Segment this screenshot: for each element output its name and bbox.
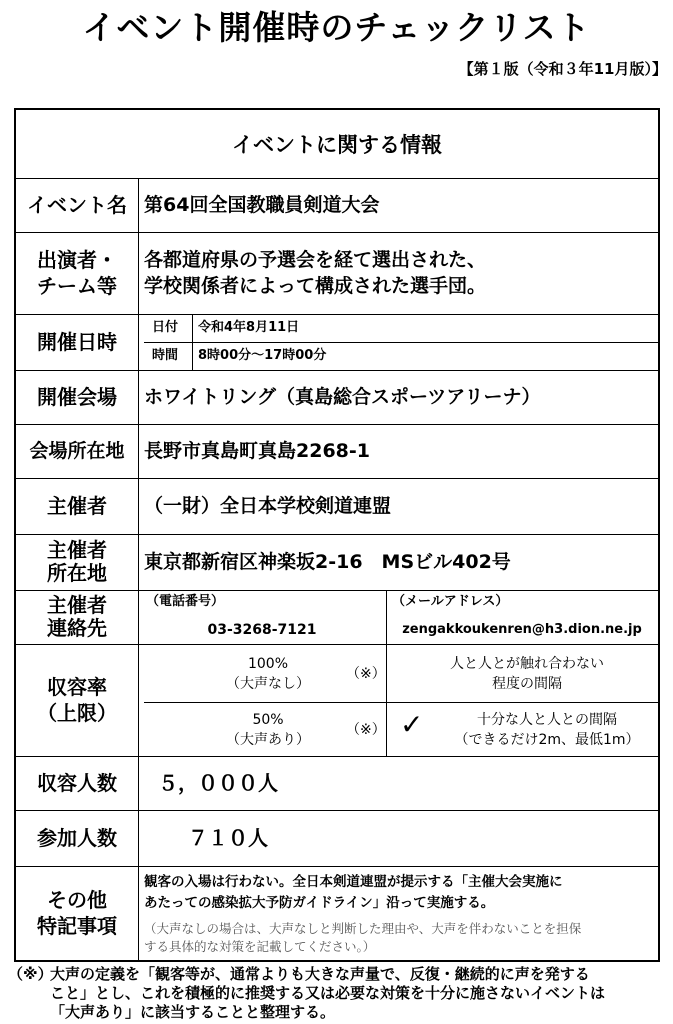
organizer-contact-label-line1: 主催者 — [47, 593, 107, 617]
option1-description — [396, 648, 658, 700]
capacity-rate-label-line2: （上限） — [37, 701, 117, 725]
notes-label — [16, 866, 138, 960]
organizer-value: （一財）全日本学校剣道連盟 — [144, 495, 392, 517]
venue-label: 開催会場 — [37, 385, 117, 409]
performers-line1: 各都道府県の予選会を経て選出された、 — [144, 249, 487, 271]
organizer-address-value: 東京都新宿区神楽坂2-16 MSビル402号 — [144, 551, 511, 573]
organizer-contact-label — [16, 590, 138, 644]
capacity-rate-label-line1: 収容率 — [47, 675, 107, 699]
organizer-contact-label-line2: 連絡先 — [47, 616, 107, 640]
organizer-label: 主催者 — [47, 494, 107, 518]
time-value: 8時00分～17時00分 — [198, 348, 327, 363]
phone-label: （電話番号） — [146, 594, 225, 609]
organizer-address-label-line2: 所在地 — [47, 561, 107, 585]
notes-label-line1: その他 — [47, 888, 107, 912]
notes-line1: 観客の入場は行わない。全日本剣道連盟が提示する「主催大会実施に — [144, 874, 563, 890]
option2-description — [436, 704, 658, 756]
footnote-line1: 大声の定義を「観客等が、通常よりも大きな声量で、反復・継続的に声を発する — [50, 965, 590, 983]
page-title: イベント開催時のチェックリスト — [82, 8, 591, 47]
column-divider — [386, 590, 387, 756]
option1-mark: （※） — [346, 666, 386, 682]
option1-desc-line1: 人と人とが触れ合わない — [450, 656, 604, 672]
venue-address-value: 長野市真島町真島2268-1 — [144, 440, 370, 462]
option2-rate — [198, 704, 338, 756]
notes-line2: あたっての感染拡大予防ガイドライン」沿って実施する。 — [144, 895, 495, 911]
option2-desc-line2: （できるだけ2m、最低1m） — [454, 732, 640, 748]
performers-label-line1: 出演者・ — [37, 248, 117, 272]
option2-desc-line1: 十分な人と人との間隔 — [477, 712, 617, 728]
performers-value — [144, 232, 654, 314]
event-info-table — [14, 108, 660, 962]
option1-rate — [198, 648, 338, 700]
capacity-rate-label — [16, 644, 138, 756]
organizer-address-label — [16, 534, 138, 590]
footnote-line2: こと」とし、これを積極的に推奨する又は必要な対策を十分に施さないイベントは — [50, 984, 606, 1002]
mail-value: zengakkoukenren@h3.dion.ne.jp — [402, 622, 642, 637]
option1-desc-line2: 程度の間隔 — [492, 676, 562, 692]
notes-hint — [144, 920, 656, 958]
capacity-label: 収容人数 — [37, 771, 117, 795]
event-name-value: 第64回全国教職員剣道大会 — [144, 194, 380, 216]
option2-pct: 50% — [252, 712, 284, 728]
notes-hint-line1: （大声なしの場合は、大声なしと判断した理由や、大声を伴わないことを担保 — [144, 921, 582, 936]
venue-value: ホワイトリング（真島総合スポーツアリーナ） — [144, 386, 541, 408]
date-value: 令和4年8月11日 — [198, 320, 300, 335]
event-name-label: イベント名 — [27, 193, 127, 217]
performers-line2: 学校関係者によって構成された選手団。 — [144, 275, 487, 297]
option2-mark: （※） — [346, 722, 386, 738]
venue-address-label: 会場所在地 — [29, 440, 125, 462]
mail-label: （メールアドレス） — [392, 594, 509, 609]
date-label: 開催日時 — [37, 330, 117, 354]
footnote-line3: 「大声あり」に該当することと整理する。 — [50, 1003, 336, 1021]
column-divider — [192, 314, 193, 370]
time-sub-label: 時間 — [151, 348, 178, 363]
column-divider — [138, 178, 139, 960]
version-label: 【第１版（令和３年11月版）】 — [458, 60, 667, 78]
option2-note: （大声あり） — [226, 732, 310, 748]
checkmark-icon: ✓ — [400, 708, 424, 741]
capacity-value: ５，０００人 — [158, 771, 278, 795]
notes-label-line2: 特記事項 — [37, 914, 117, 938]
footnote-text — [50, 965, 660, 1022]
performers-label — [16, 232, 138, 314]
table-header: イベントに関する情報 — [232, 133, 442, 157]
option1-pct: 100% — [247, 656, 289, 672]
performers-label-line2: チーム等 — [37, 274, 117, 298]
notes-value — [144, 872, 656, 916]
option1-note: （大声なし） — [226, 676, 310, 692]
organizer-address-label-line1: 主催者 — [47, 538, 107, 562]
phone-value: 03-3268-7121 — [207, 622, 317, 638]
divider — [144, 702, 658, 703]
participants-label: 参加人数 — [37, 826, 117, 850]
notes-hint-line2: する具体的な対策を記載してください。） — [144, 939, 376, 954]
participants-value: ７１０人 — [188, 826, 268, 850]
footnote-mark: （※） — [8, 965, 53, 983]
date-sub-label: 日付 — [151, 320, 178, 335]
